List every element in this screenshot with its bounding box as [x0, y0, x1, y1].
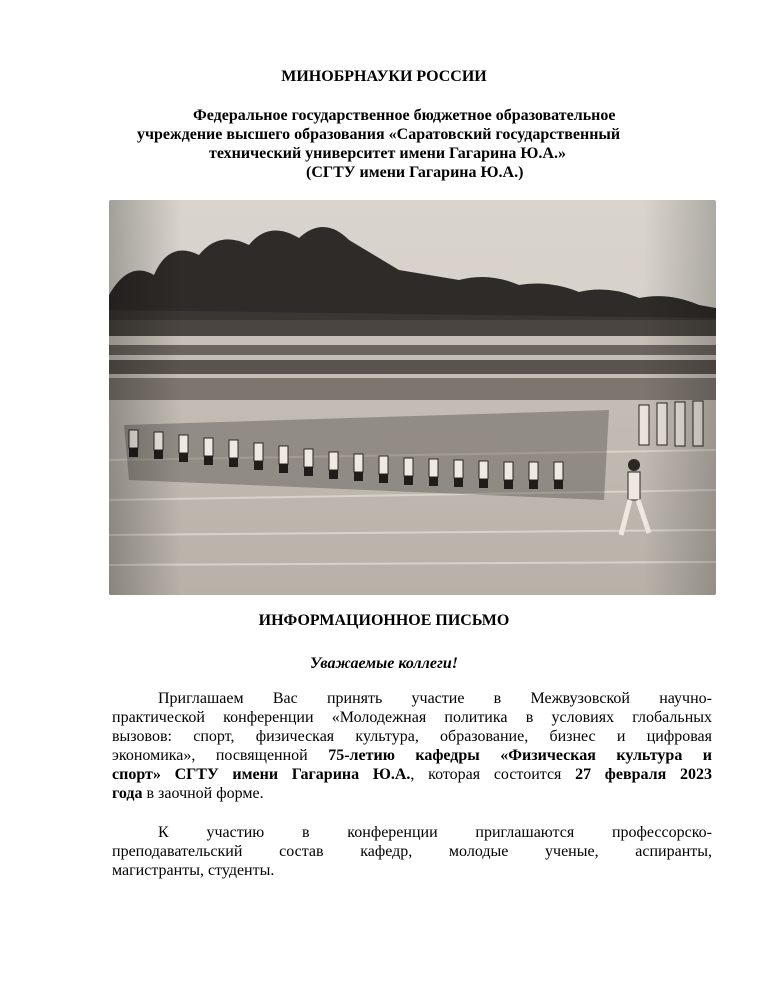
org-name-line-2: учреждение высшего образования «Саратовский государственный	[137, 126, 621, 143]
greeting: Уважаемые коллеги!	[310, 655, 458, 672]
year-highlight: года	[112, 785, 143, 802]
anniversary-highlight: 75-летию кафедры «Физическая культура и	[328, 747, 713, 764]
paragraph-1-line-5	[112, 765, 712, 784]
paragraph-1-line-4	[112, 746, 712, 765]
paragraph-1-line-2: практической конференции «Молодежная политика в условиях глобальных	[112, 709, 712, 726]
paragraph-2-line-3: магистранты, студенты.	[112, 862, 275, 879]
org-short-name: (СГТУ имени Гагарина Ю.А.)	[306, 164, 524, 181]
paragraph-1-line-3: вызовов: спорт, физическая культура, образование, бизнес и цифровая	[112, 728, 712, 745]
department-highlight: спорт» СГТУ имени Гагарина Ю.А.	[112, 766, 411, 783]
paragraph-1-text: в заочной форме.	[142, 785, 264, 802]
org-name-line-3: технический университет имени Гагарина Ю.А.»	[209, 145, 566, 162]
letter-title: ИНФОРМАЦИОННОЕ ПИСЬМО	[258, 612, 510, 629]
org-name-line-1: Федеральное государственное бюджетное образовательное	[193, 107, 616, 124]
paragraph-2-line-2: преподавательский состав кафедр, молодые ученые, аспиранты,	[112, 843, 712, 860]
paragraph-1-text: , которая состоится	[410, 766, 576, 783]
paragraph-1-line-1: Приглашаем Вас принять участие в Межвузовской научно-	[158, 690, 712, 707]
paragraph-1-line-6	[112, 784, 264, 803]
historical-parade-photo	[109, 200, 716, 595]
ministry-header: МИНОБРНАУКИ РОССИИ	[281, 68, 487, 85]
paragraph-2-line-1: К участию в конференции приглашаются профессорско-	[158, 824, 712, 841]
paragraph-1-text: экономика», посвященной	[112, 747, 329, 764]
date-highlight: 27 февраля 2023	[575, 766, 712, 783]
